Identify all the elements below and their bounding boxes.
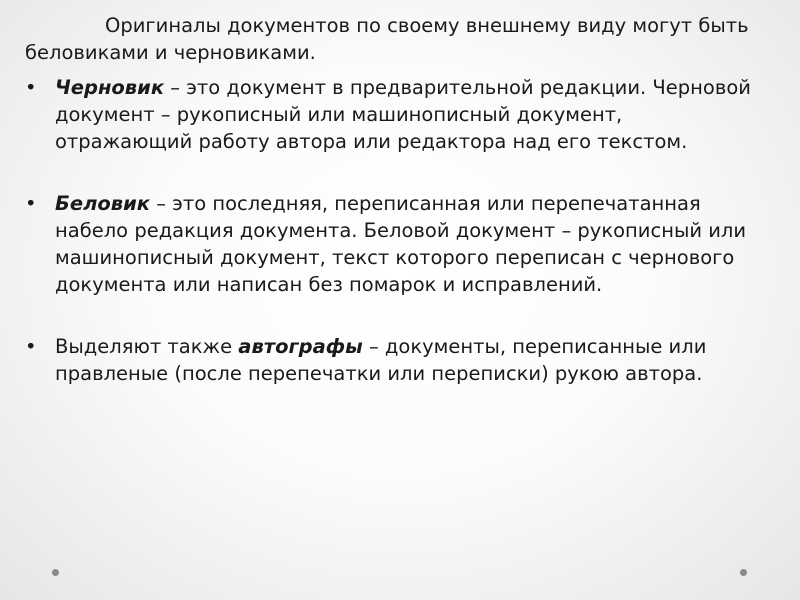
bullet-icon: •	[25, 192, 37, 215]
bullet-icon: •	[25, 76, 37, 99]
bullet-text: – это последняя, переписанная или перепечатанная набело редакция документа. Беловой документ – рукописный или машинописный документ, текст которого переписан с чернового документа или написан без помарок и исправлений.	[55, 192, 747, 296]
bullet-prefix: Выделяют также	[55, 335, 239, 358]
bullet-text: – это документ в предварительной редакции. Черновой документ – рукописный или машинописный документ, отражающий работу автора или редактора над его текстом.	[55, 76, 751, 153]
decorative-dot-icon	[740, 569, 747, 576]
term-belovik: Беловик	[55, 192, 151, 215]
bullet-item-avtografy	[25, 333, 765, 387]
decorative-dot-icon	[52, 569, 59, 576]
term-chernovik: Черновик	[55, 76, 165, 99]
term-avtografy: автографы	[238, 335, 363, 358]
bullet-list	[25, 74, 765, 387]
bullet-icon: •	[25, 335, 37, 358]
slide-content	[25, 12, 765, 387]
intro-paragraph: Оригиналы документов по своему внешнему виду могут быть беловиками и черновиками.	[25, 14, 749, 64]
bullet-text: – документы, переписанные или правленые (после перепечатки или переписки) рукою автора.	[55, 335, 707, 385]
bullet-item-chernovik	[25, 74, 765, 155]
bullet-item-belovik	[25, 190, 765, 298]
